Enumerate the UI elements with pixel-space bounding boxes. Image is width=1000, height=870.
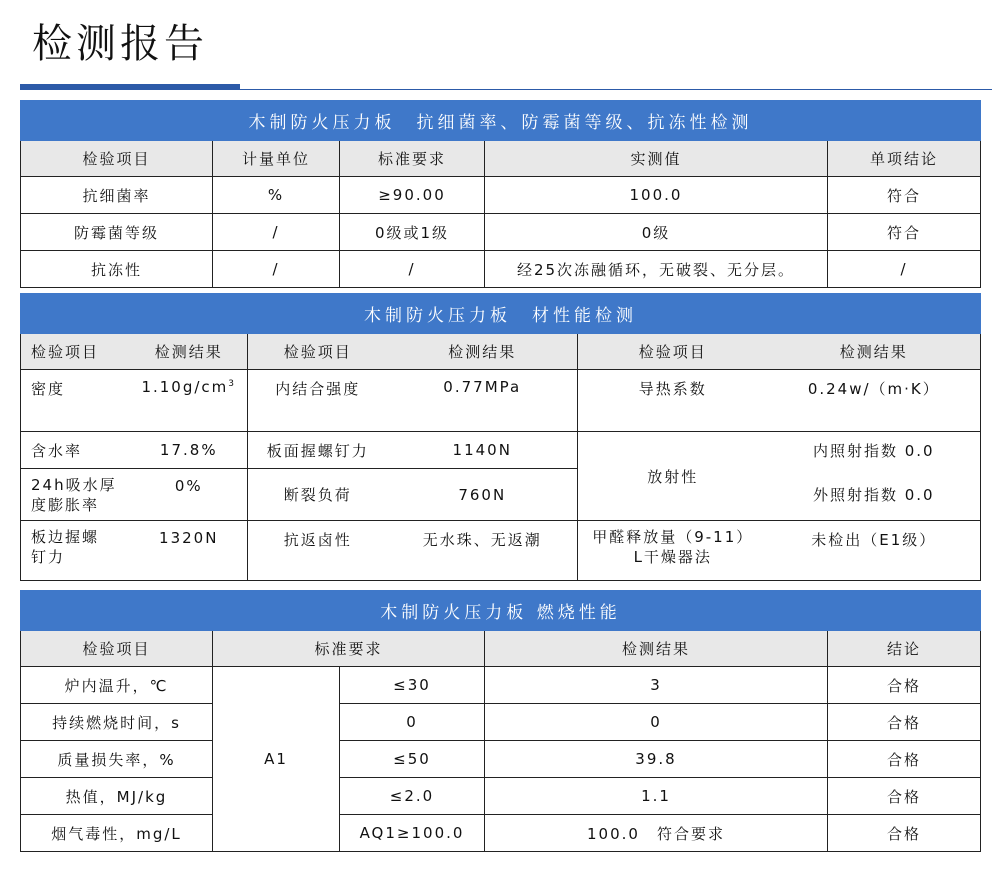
halogen-value: 无水珠、无返潮 (388, 521, 578, 581)
table-cell: 抗细菌率 (21, 177, 213, 214)
moisture-value: 17.8% (131, 432, 248, 469)
table-cell: 质量损失率，% (21, 741, 213, 778)
break-load-label: 断裂负荷 (248, 469, 388, 521)
column-header: 检验项目 (21, 141, 213, 177)
table-cell: 1.1 (485, 778, 828, 815)
column-header: 标准要求 (213, 631, 485, 667)
column-header: 单项结论 (828, 141, 981, 177)
table-banner: 木制防火压力板 抗细菌率、防霉菌等级、抗冻性检测 (21, 101, 981, 141)
radioactivity-internal: 内照射指数 0.0 (768, 432, 981, 469)
table-row (21, 214, 981, 251)
table-row (21, 667, 981, 704)
column-header: 检验项目 (578, 334, 768, 370)
table-cell: 0级或1级 (340, 214, 485, 251)
title-underline (20, 89, 992, 90)
thermal-conductivity-value: 0.24w/（m·K） (768, 370, 981, 432)
screw-face-value: 1140N (388, 432, 578, 469)
table-row (21, 469, 981, 521)
table-cell: 合格 (828, 815, 981, 852)
radioactivity-label: 放射性 (578, 432, 768, 521)
formaldehyde-value: 未检出（E1级） (768, 521, 981, 581)
column-header: 检测结果 (485, 631, 828, 667)
thermal-conductivity-label: 导热系数 (578, 370, 768, 432)
table-cell: 3 (485, 667, 828, 704)
screw-face-label: 板面握螺钉力 (248, 432, 388, 469)
table-cell: 0级 (485, 214, 828, 251)
column-header: 检验项目 (248, 334, 388, 370)
column-header: 检验项目 (21, 334, 131, 370)
grade-cell: A1 (213, 667, 340, 852)
radioactivity-external: 外照射指数 0.0 (768, 469, 981, 521)
column-header: 计量单位 (213, 141, 340, 177)
table-cell: / (828, 251, 981, 288)
column-header: 标准要求 (340, 141, 485, 177)
table-row (21, 704, 981, 741)
screw-edge-value: 1320N (131, 521, 248, 581)
column-header: 检测结果 (768, 334, 981, 370)
table-cell: ≤30 (340, 667, 485, 704)
table-cell: ≤50 (340, 741, 485, 778)
density-value: $1.10g/cm^3$ (131, 370, 248, 432)
page-title: 检测报告 (32, 21, 208, 67)
table-row (21, 370, 981, 432)
table-row (21, 521, 981, 581)
table-banner: 木制防火压力板 材性能检测 (21, 294, 981, 334)
table-row (21, 815, 981, 852)
table-cell: 烟气毒性，mg/L (21, 815, 213, 852)
table-cell: 合格 (828, 741, 981, 778)
table-cell: 符合 (828, 177, 981, 214)
halogen-label: 抗返卤性 (248, 521, 388, 581)
table-cell: / (340, 251, 485, 288)
table-cell: 39.8 (485, 741, 828, 778)
table-row (21, 177, 981, 214)
table-row (21, 778, 981, 815)
table-cell: / (213, 214, 340, 251)
bond-strength-value: 0.77MPa (388, 370, 578, 432)
formaldehyde-label: 甲醛释放量（9-11） L干燥器法 (578, 521, 768, 581)
table-row (21, 432, 981, 469)
column-header: 结论 (828, 631, 981, 667)
table-cell: 持续燃烧时间，s (21, 704, 213, 741)
combustion-performance-table (20, 590, 981, 852)
table-cell: 热值，MJ/kg (21, 778, 213, 815)
swell-value: 0% (131, 469, 248, 521)
table-banner: 木制防火压力板 燃烧性能 (21, 591, 981, 631)
table-cell: ≤2.0 (340, 778, 485, 815)
table-cell: 炉内温升，℃ (21, 667, 213, 704)
table-cell: ≥90.00 (340, 177, 485, 214)
table-cell: 0 (485, 704, 828, 741)
column-header: 检测结果 (388, 334, 578, 370)
antibacterial-mold-frost-table (20, 100, 981, 288)
column-header: 实测值 (485, 141, 828, 177)
table-cell: 符合 (828, 214, 981, 251)
table-cell: 0 (340, 704, 485, 741)
table-cell: AQ1≥100.0 (340, 815, 485, 852)
table-cell: 合格 (828, 704, 981, 741)
table-row (21, 741, 981, 778)
table-cell: 经25次冻融循环，无破裂、无分层。 (485, 251, 828, 288)
column-header: 检验项目 (21, 631, 213, 667)
moisture-label: 含水率 (21, 432, 131, 469)
table-cell: 合格 (828, 667, 981, 704)
table-cell: % (213, 177, 340, 214)
table-cell: 合格 (828, 778, 981, 815)
swell-label: 24h吸水厚 度膨胀率 (21, 469, 131, 521)
table-cell: / (213, 251, 340, 288)
screw-edge-label: 板边握螺 钉力 (21, 521, 131, 581)
break-load-value: 760N (388, 469, 578, 521)
density-label: 密度 (21, 370, 131, 432)
table-cell: 100.0 (485, 177, 828, 214)
table-cell: 100.0 符合要求 (485, 815, 828, 852)
table-row (21, 251, 981, 288)
bond-strength-label: 内结合强度 (248, 370, 388, 432)
table-cell: 抗冻性 (21, 251, 213, 288)
table-cell: 防霉菌等级 (21, 214, 213, 251)
column-header: 检测结果 (131, 334, 248, 370)
material-performance-table (20, 293, 981, 581)
